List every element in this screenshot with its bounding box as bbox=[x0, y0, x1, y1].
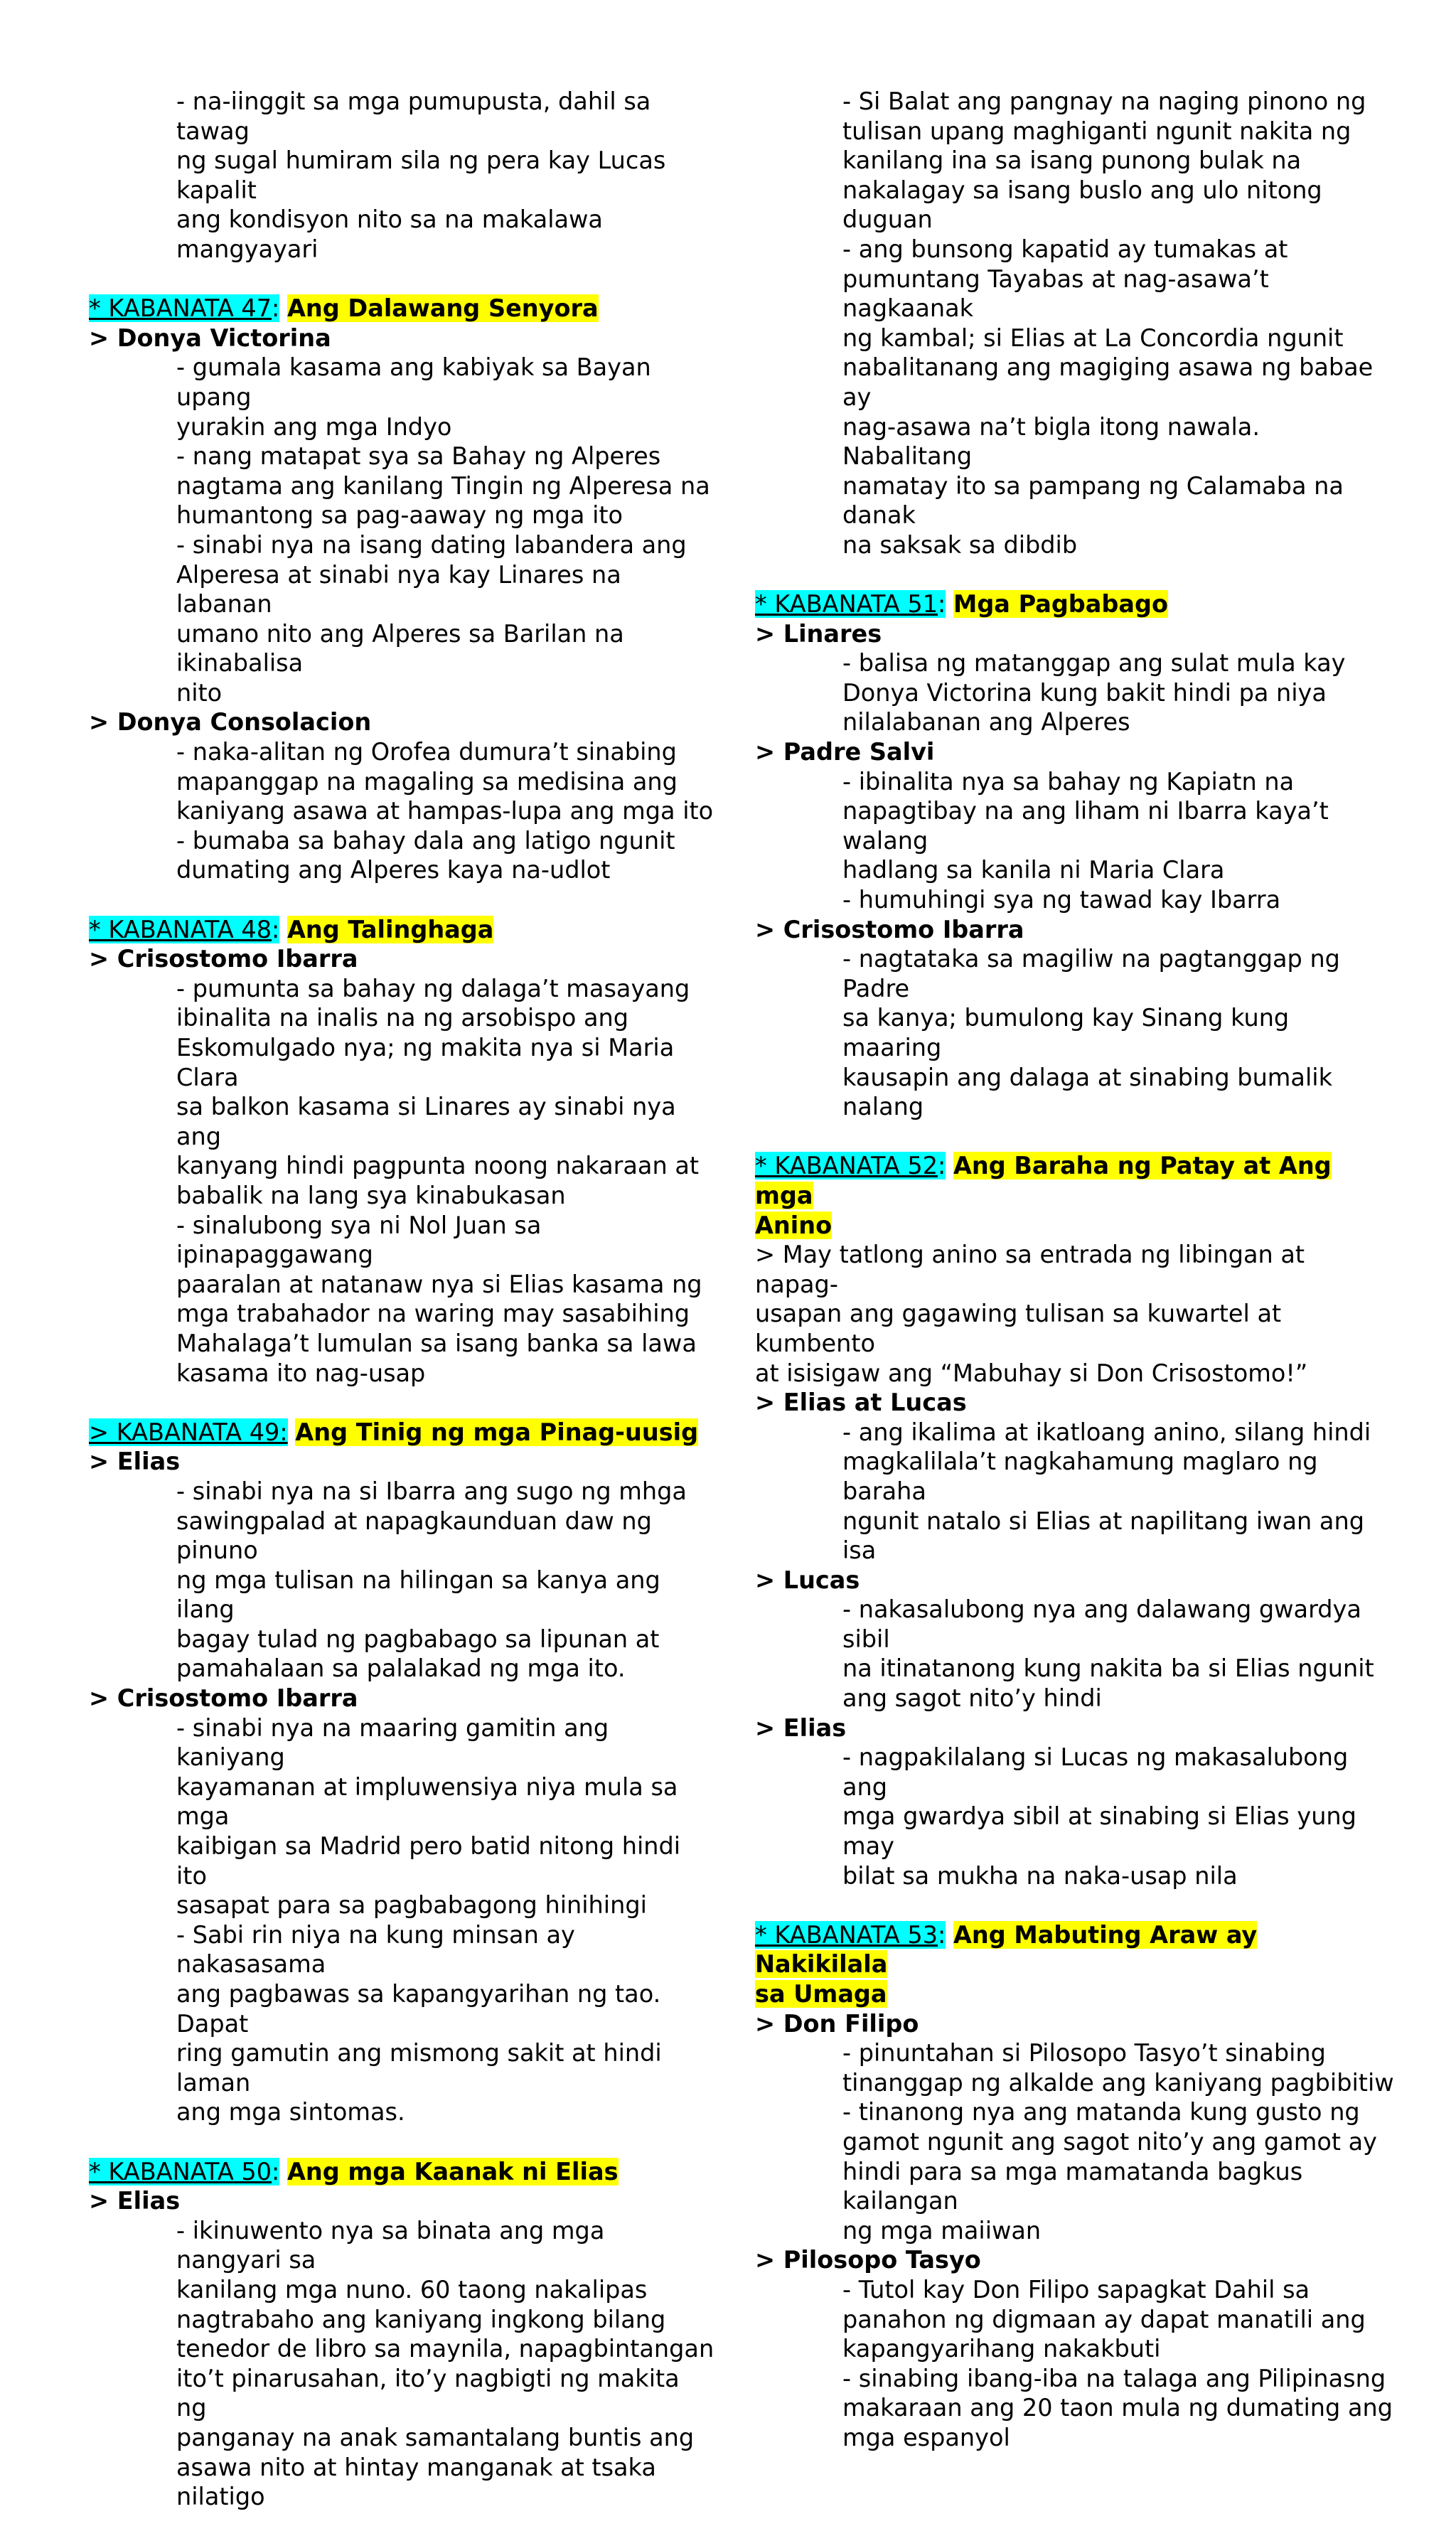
chapter-title-continued: sa Umaga bbox=[755, 1980, 887, 2008]
text-line: - gumala kasama ang kabiyak sa Bayan upang bbox=[176, 353, 659, 411]
text-line: - nakasalubong nya ang dalawang gwardya sibil bbox=[842, 1595, 1369, 1653]
text-line: - ikinuwento nya sa binata ang mga nangyari sa bbox=[176, 2216, 613, 2274]
character-name: > Elias bbox=[755, 1713, 847, 1742]
character-notes bbox=[842, 2038, 1395, 2245]
text-line: umano nito ang Alperes sa Barilan na ikinabalisa bbox=[176, 619, 632, 678]
text-line: - Tutol kay Don Filipo sapagkat Dahil sa bbox=[842, 2275, 1310, 2304]
text-line: nabalitanang ang magiging asawa ng babae ay bbox=[842, 353, 1381, 411]
text-line: - sinabi nya na maaring gamitin ang kaniyang bbox=[176, 1713, 624, 1772]
text-line: mapanggap na magaling sa medisina ang bbox=[176, 767, 678, 796]
text-line: gamot ngunit ang sagot nito’y ang gamot ay bbox=[842, 2127, 1377, 2156]
section-kabanata-51 bbox=[755, 589, 1395, 1122]
text-line: - bumaba sa bahay dala ang latigo ngunit bbox=[176, 826, 675, 855]
text-line: kausapin ang dalaga at sinabing bumalik nalang bbox=[842, 1063, 1340, 1121]
chapter-title: Ang Mabuting Araw ay Nakikilala bbox=[755, 1920, 1258, 1979]
character-name: > Lucas bbox=[755, 1566, 860, 1594]
text-line: tulisan upang maghiganti ngunit nakita ng bbox=[842, 117, 1351, 145]
heading-colon: : bbox=[938, 1920, 946, 1949]
text-line: panganay na anak samantalang buntis ang bbox=[176, 2423, 695, 2451]
chapter-title: Ang Talinghaga bbox=[287, 915, 494, 943]
character-notes bbox=[842, 1595, 1395, 1713]
text-line: - ang ikalima at ikatloang anino, silang hindi bbox=[842, 1418, 1371, 1446]
text-line: paaralan at natanaw nya si Elias kasama ng bbox=[176, 1270, 702, 1298]
character-notes bbox=[176, 737, 714, 885]
chapter-title: Ang Baraha ng Patay at Ang mga bbox=[755, 1152, 1332, 1209]
section-kabanata-47 bbox=[89, 294, 714, 885]
heading-colon: : bbox=[938, 590, 946, 619]
text-line: tinanggap ng alkalde ang kaniyang pagbibitiw bbox=[842, 2068, 1394, 2097]
text-line: mga trabahador na waring may sasabihing bbox=[176, 1300, 690, 1328]
text-line: pamahalaan sa palalakad ng mga ito. bbox=[176, 1654, 626, 1683]
character-notes bbox=[842, 767, 1395, 915]
character-name: > Crisostomo Ibarra bbox=[89, 1684, 358, 1713]
section-kabanata-52 bbox=[755, 1151, 1395, 1890]
text-line: nagtrabaho ang kaniyang ingkong bilang bbox=[176, 2305, 666, 2333]
text-line: na itinatanong kung nakita ba si Elias ngunit bbox=[842, 1654, 1374, 1683]
text-line: - sinabi nya na si Ibarra ang sugo ng mhga bbox=[176, 1477, 687, 1505]
text-line: at isisigaw ang “Mabuhay si Don Crisostomo!” bbox=[755, 1359, 1308, 1387]
text-line: > May tatlong anino sa entrada ng libingan at napag- bbox=[755, 1241, 1312, 1298]
text-line: babalik na lang sya kinabukasan bbox=[176, 1181, 566, 1209]
text-line: ngunit natalo si Elias at napilitang iwan ang isa bbox=[842, 1507, 1372, 1565]
text-line: - sinabing ibang-iba na talaga ang Pilipinasng bbox=[842, 2364, 1386, 2392]
text-line: bilat sa mukha na naka-usap nila bbox=[842, 1861, 1238, 1890]
character-notes bbox=[842, 1743, 1395, 1890]
text-line: mga gwardya sibil at sinabing si Elias yung may bbox=[842, 1802, 1364, 1861]
text-line: - na-iinggit sa mga pumupusta, dahil sa tawag bbox=[176, 87, 658, 145]
text-line: kanilang ina sa isang punong bulak na bbox=[842, 146, 1302, 175]
text-line: nagtama ang kanilang Tingin ng Alperesa na bbox=[176, 471, 710, 500]
text-line: ibinalita na inalis na ng arsobispo ang bbox=[176, 1004, 629, 1032]
character-name: > Padre Salvi bbox=[755, 738, 935, 766]
character-name: > Elias bbox=[89, 1448, 181, 1476]
text-line: - pinuntahan si Pilosopo Tasyo’t sinabing bbox=[842, 2039, 1326, 2067]
character-notes bbox=[176, 1477, 714, 1684]
section-heading bbox=[755, 1920, 1395, 2009]
chapter-title: Ang mga Kaanak ni Elias bbox=[287, 2157, 619, 2186]
text-line: sa kanya; bumulong kay Sinang kung maaring bbox=[842, 1004, 1297, 1061]
left-intro-paragraph bbox=[176, 87, 714, 264]
text-line: nag-asawa na’t bigla itong nawala. Nabalitang bbox=[842, 412, 1268, 471]
text-line: napagtibay na ang liham ni Ibarra kaya’t walang bbox=[842, 797, 1337, 855]
text-line: ang sagot nito’y hindi bbox=[842, 1684, 1102, 1713]
text-line: - pumunta sa bahay ng dalaga’t masayang bbox=[176, 974, 690, 1002]
chapter-number: * KABANATA 47 bbox=[89, 294, 272, 323]
character-notes bbox=[176, 2216, 714, 2512]
text-line: panahon ng digmaan ay dapat manatili ang bbox=[842, 2305, 1366, 2333]
text-line: kanyang hindi pagpunta noong nakaraan at bbox=[176, 1152, 700, 1180]
text-line: nakalagay sa isang buslo ang ulo nitong duguan bbox=[842, 176, 1330, 234]
text-line: mga espanyol bbox=[842, 2423, 1010, 2451]
text-line: makaraan ang 20 taon mula ng dumating ang bbox=[842, 2394, 1393, 2422]
character-name: > Linares bbox=[755, 619, 882, 648]
section-description bbox=[755, 1240, 1395, 1388]
section-kabanata-48 bbox=[89, 915, 714, 1389]
section-heading bbox=[755, 1151, 1395, 1240]
text-line: kayamanan at impluwensiya niya mula sa mga bbox=[176, 1772, 686, 1831]
text-line: tenedor de libro sa maynila, napagbintangan bbox=[176, 2335, 714, 2363]
text-line: - balisa ng matanggap ang sulat mula kay bbox=[842, 649, 1346, 678]
character-name: > Donya Consolacion bbox=[89, 708, 372, 737]
character-name: > Don Filipo bbox=[755, 2009, 919, 2038]
chapter-number: * KABANATA 52 bbox=[755, 1152, 938, 1180]
chapter-number: > KABANATA 49: bbox=[89, 1418, 288, 1446]
text-line: dumating ang Alperes kaya na-udlot bbox=[176, 856, 611, 884]
text-line: - ang bunsong kapatid ay tumakas at bbox=[842, 235, 1288, 263]
text-line: ito’t pinarusahan, ito’y nagbigti ng makita ng bbox=[176, 2364, 687, 2422]
section-kabanata-53 bbox=[755, 1920, 1395, 2453]
text-line: hindi para sa mga mamatanda bagkus kailangan bbox=[842, 2157, 1310, 2215]
character-notes bbox=[176, 974, 714, 1388]
text-line: asawa nito at hintay manganak at tsaka nilatigo bbox=[176, 2453, 664, 2511]
character-notes bbox=[842, 648, 1395, 737]
character-notes bbox=[842, 944, 1395, 1122]
chapter-title: Mga Pagbabago bbox=[953, 590, 1168, 619]
text-line: ang pagbawas sa kapangyarihan ng tao. Dapat bbox=[176, 1980, 668, 2038]
text-line: bagay tulad ng pagbabago sa lipunan at bbox=[176, 1625, 660, 1653]
character-notes bbox=[842, 2275, 1395, 2453]
text-line: ng sugal humiram sila ng pera kay Lucas kapalit bbox=[176, 146, 673, 204]
text-line: kapangyarihang nakakbuti bbox=[842, 2335, 1161, 2363]
text-line: ring gamutin ang mismong sakit at hindi laman bbox=[176, 2039, 670, 2097]
section-heading bbox=[89, 2157, 714, 2187]
character-name: > Elias at Lucas bbox=[755, 1389, 967, 1417]
text-line: ng mga tulisan na hilingan sa kanya ang ilang bbox=[176, 1566, 668, 1624]
character-name: > Crisostomo Ibarra bbox=[755, 915, 1024, 943]
chapter-number: * KABANATA 53 bbox=[755, 1920, 938, 1949]
text-line: na saksak sa dibdib bbox=[842, 530, 1078, 559]
text-line: - nang matapat sya sa Bahay ng Alperes bbox=[176, 442, 661, 471]
text-line: namatay ito sa pampang ng Calamaba na danak bbox=[842, 471, 1351, 530]
text-line: Eskomulgado nya; ng makita nya si Maria Clara bbox=[176, 1034, 682, 1091]
right-column bbox=[755, 87, 1395, 2482]
chapter-title-continued: Anino bbox=[755, 1211, 833, 1239]
text-line: magkalilala’t nagkahamung maglaro ng baraha bbox=[842, 1448, 1326, 1505]
section-kabanata-49 bbox=[89, 1418, 714, 2127]
heading-colon: : bbox=[272, 915, 280, 943]
text-line: - Si Balat ang pangnay na naging pinono ng bbox=[842, 87, 1366, 115]
text-line: Mahalaga’t lumulan sa isang banka sa lawa bbox=[176, 1329, 697, 1357]
text-line: - ibinalita nya sa bahay ng Kapiatn na bbox=[842, 767, 1295, 796]
text-line: - Sabi rin niya na kung minsan ay nakasasama bbox=[176, 1920, 583, 1979]
text-line: - sinalubong sya ni Nol Juan sa ipinapaggawang bbox=[176, 1211, 550, 1269]
text-line: sawingpalad at napagkaunduan daw ng pinuno bbox=[176, 1507, 660, 1565]
text-line: ang mga sintomas. bbox=[176, 2098, 405, 2127]
text-line: usapan ang gagawing tulisan sa kuwartel at kumbento bbox=[755, 1300, 1289, 1357]
right-intro-paragraph bbox=[842, 87, 1395, 560]
text-line: pumuntang Tayabas at nag-asawa’t nagkaanak bbox=[842, 264, 1277, 323]
text-line: kaniyang asawa at hampas-lupa ang mga ito bbox=[176, 797, 714, 825]
heading-colon: : bbox=[272, 2157, 280, 2186]
text-line: sa balkon kasama si Linares ay sinabi nya ang bbox=[176, 1093, 684, 1150]
text-line: - tinanong nya ang matanda kung gusto ng bbox=[842, 2098, 1360, 2127]
section-heading bbox=[89, 294, 714, 323]
left-column bbox=[89, 87, 714, 2541]
text-line: Alperesa at sinabi nya kay Linares na labanan bbox=[176, 560, 629, 619]
chapter-title: Ang Tinig ng mga Pinag-uusig bbox=[295, 1418, 699, 1446]
text-line: - humuhingi sya ng tawad kay Ibarra bbox=[842, 886, 1281, 914]
heading-colon: : bbox=[272, 294, 280, 323]
text-line: - sinabi nya na isang dating labandera ang bbox=[176, 530, 687, 559]
text-line: sasapat para sa pagbabagong hinihingi bbox=[176, 1891, 647, 1920]
character-notes bbox=[842, 1418, 1395, 1566]
text-line: - naka-alitan ng Orofea dumura’t sinabing bbox=[176, 738, 677, 766]
text-line: ang kondisyon nito sa na makalawa mangyayari bbox=[176, 205, 611, 263]
text-line: - nagpakilalang si Lucas ng makasalubong ang bbox=[842, 1743, 1356, 1801]
text-line: - nagtataka sa magiliw na pagtanggap ng Padre bbox=[842, 945, 1348, 1002]
section-kabanata-50 bbox=[89, 2157, 714, 2512]
section-heading bbox=[89, 1418, 714, 1448]
text-line: nito bbox=[176, 678, 223, 707]
text-line: Donya Victorina kung bakit hindi pa niya bbox=[842, 678, 1327, 707]
text-line: humantong sa pag-aaway ng mga ito bbox=[176, 501, 623, 530]
chapter-number: * KABANATA 50 bbox=[89, 2157, 272, 2186]
character-name: > Elias bbox=[89, 2187, 181, 2215]
heading-colon: : bbox=[938, 1152, 946, 1180]
chapter-number: * KABANATA 48 bbox=[89, 915, 272, 943]
character-notes bbox=[176, 353, 714, 707]
text-line: ng mga maiiwan bbox=[842, 2216, 1042, 2245]
text-line: nilalabanan ang Alperes bbox=[842, 708, 1130, 737]
text-line: yurakin ang mga Indyo bbox=[176, 412, 452, 441]
character-name: > Crisostomo Ibarra bbox=[89, 945, 358, 973]
text-line: kasama ito nag-usap bbox=[176, 1359, 426, 1387]
character-name: > Pilosopo Tasyo bbox=[755, 2246, 981, 2274]
text-line: hadlang sa kanila ni Maria Clara bbox=[842, 856, 1225, 884]
section-heading bbox=[89, 915, 714, 945]
character-notes bbox=[176, 1713, 714, 2127]
character-name: > Donya Victorina bbox=[89, 323, 331, 352]
section-heading bbox=[755, 589, 1395, 619]
text-line: ng kambal; si Elias at La Concordia ngunit bbox=[842, 323, 1344, 352]
text-line: kanilang mga nuno. 60 taong nakalipas bbox=[176, 2275, 648, 2304]
text-line: kaibigan sa Madrid pero batid nitong hindi ito bbox=[176, 1832, 688, 1890]
chapter-title: Ang Dalawang Senyora bbox=[287, 294, 599, 323]
chapter-number: * KABANATA 51 bbox=[755, 590, 938, 619]
